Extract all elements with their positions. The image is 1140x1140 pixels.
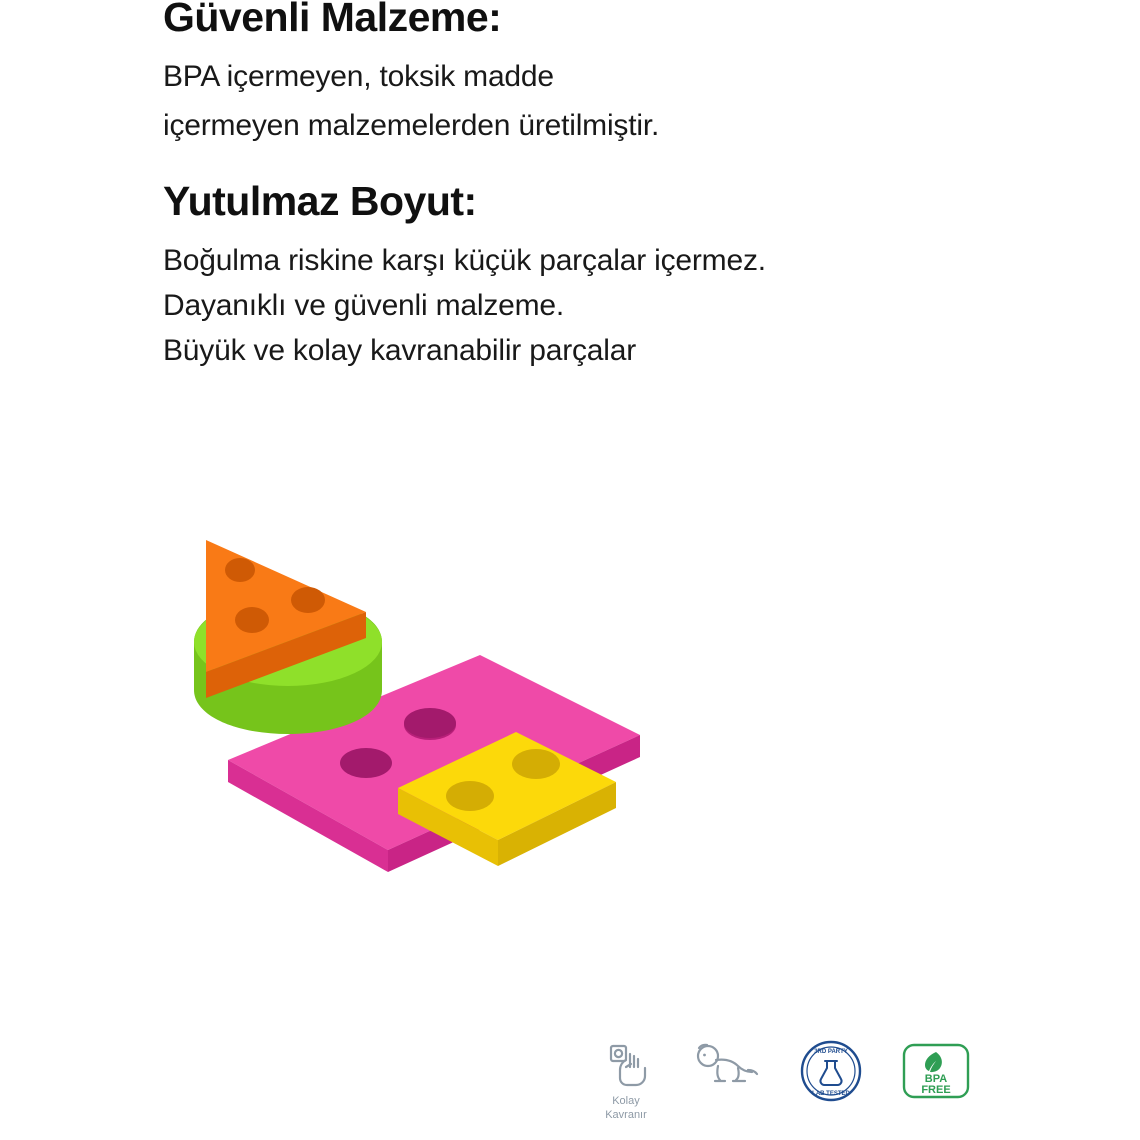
easy-grip-caption: Kolay Kavranır — [605, 1095, 647, 1121]
non-swallowable-line-3: Büyük ve kolay kavranabilir parçalar — [163, 334, 637, 368]
lab-badge-bottom-text: LAB TESTED — [812, 1091, 850, 1097]
crawling-baby-icon — [688, 1040, 764, 1092]
lab-flask-seal-icon — [800, 1040, 862, 1102]
bpa-free-badge — [898, 1040, 974, 1105]
hand-holding-block-icon — [600, 1040, 652, 1092]
safe-material-line-1: BPA içermeyen, toksik madde — [163, 60, 554, 94]
easy-grip-badge — [600, 1040, 652, 1123]
certification-badges — [600, 1040, 1020, 1140]
feature-text-block — [163, 0, 1063, 373]
heading-non-swallowable-size: Yutulmaz Boyut: — [163, 178, 477, 225]
third-party-lab-tested-badge — [800, 1040, 862, 1105]
baby-safe-badge — [688, 1040, 764, 1095]
heading-safe-material: Güvenli Malzeme: — [163, 0, 502, 40]
bpa-free-line2: FREE — [921, 1084, 951, 1096]
shape-sorter-illustration — [180, 520, 700, 920]
leaf-shield-icon — [898, 1040, 974, 1102]
safe-material-line-2: içermeyen malzemelerden üretilmiştir. — [163, 109, 660, 143]
lab-badge-top-text: 3RD PARTY — [814, 1049, 848, 1055]
non-swallowable-line-2: Dayanıklı ve güvenli malzeme. — [163, 289, 565, 323]
bpa-free-line1: BPA — [924, 1073, 948, 1085]
product-photo — [180, 520, 700, 920]
non-swallowable-line-1: Boğulma riskine karşı küçük parçalar içermez. — [163, 244, 766, 278]
